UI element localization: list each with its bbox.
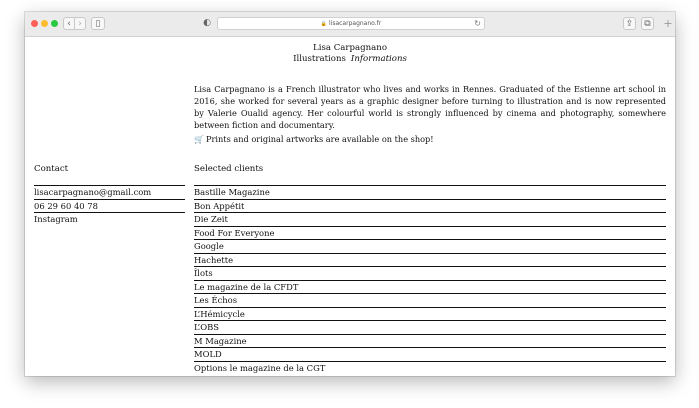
contact-email[interactable]: lisacarpagnano@gmail.com bbox=[34, 185, 185, 199]
back-icon[interactable]: ‹ bbox=[63, 17, 75, 30]
contact-instagram[interactable]: Instagram bbox=[34, 212, 185, 226]
list-item: M Magazine bbox=[194, 334, 666, 348]
site-title[interactable]: Lisa Carpagnano bbox=[312, 43, 388, 53]
plus-icon[interactable]: + bbox=[663, 17, 673, 30]
list-item: Google bbox=[194, 239, 666, 253]
list-item: L’Hémicycle bbox=[194, 307, 666, 321]
list-item: Hachette bbox=[194, 253, 666, 267]
forward-icon[interactable]: › bbox=[74, 17, 86, 30]
clients-list bbox=[194, 185, 666, 374]
list-item: Les Échos bbox=[194, 293, 666, 307]
contact-list bbox=[34, 185, 185, 226]
list-item: Îlots bbox=[194, 266, 666, 280]
nav-illustrations[interactable]: Illustrations bbox=[293, 54, 346, 64]
contact-phone[interactable]: 06 29 60 40 78 bbox=[34, 199, 185, 213]
share-icon[interactable]: ⇪ bbox=[623, 17, 636, 30]
shop-link[interactable]: Prints and original artworks are available on the shop! bbox=[205, 134, 434, 144]
close-window-button[interactable] bbox=[31, 20, 38, 27]
url-text: lisacarpagnano.fr bbox=[329, 20, 382, 27]
reload-icon[interactable]: ↻ bbox=[474, 19, 481, 28]
minimize-window-button[interactable] bbox=[41, 20, 48, 27]
zoom-window-button[interactable] bbox=[51, 20, 58, 27]
cart-icon: 🛒 bbox=[194, 135, 204, 144]
page-content bbox=[25, 37, 675, 376]
browser-window bbox=[25, 12, 675, 376]
bio-text: Lisa Carpagnano is a French illustrator who lives and works in Rennes. Graduated of the Estienne art school in 2016, she worked for several years as a graphic designer before turning to illustration and is now represented by Valerie Oualid agency. Her colourful world is strongly influenced by cinema and photography, somewhere between fiction and documentary. bbox=[194, 84, 666, 130]
list-item: Food For Everyone bbox=[194, 226, 666, 240]
list-item: MOLD bbox=[194, 347, 666, 361]
list-item: L’OBS bbox=[194, 320, 666, 334]
shield-icon[interactable]: ◐ bbox=[203, 18, 211, 28]
site-nav bbox=[25, 54, 675, 64]
shop-line bbox=[194, 134, 666, 144]
address-bar[interactable] bbox=[217, 17, 485, 30]
list-item: Bon Appétit bbox=[194, 199, 666, 213]
list-item: Options le magazine de la CGT bbox=[194, 361, 666, 375]
list-item: Die Zeit bbox=[194, 212, 666, 226]
list-item: Bastille Magazine bbox=[194, 185, 666, 199]
lock-icon: 🔒 bbox=[320, 21, 327, 27]
contact-heading: Contact bbox=[34, 164, 69, 174]
tabs-icon[interactable]: ⧉ bbox=[641, 17, 654, 30]
browser-toolbar bbox=[25, 12, 675, 37]
nav-informations[interactable]: Informations bbox=[350, 54, 407, 64]
clients-heading: Selected clients bbox=[194, 164, 264, 174]
list-item: Le magazine de la CFDT bbox=[194, 280, 666, 294]
sidebar-icon[interactable]: ▯ bbox=[91, 17, 105, 30]
